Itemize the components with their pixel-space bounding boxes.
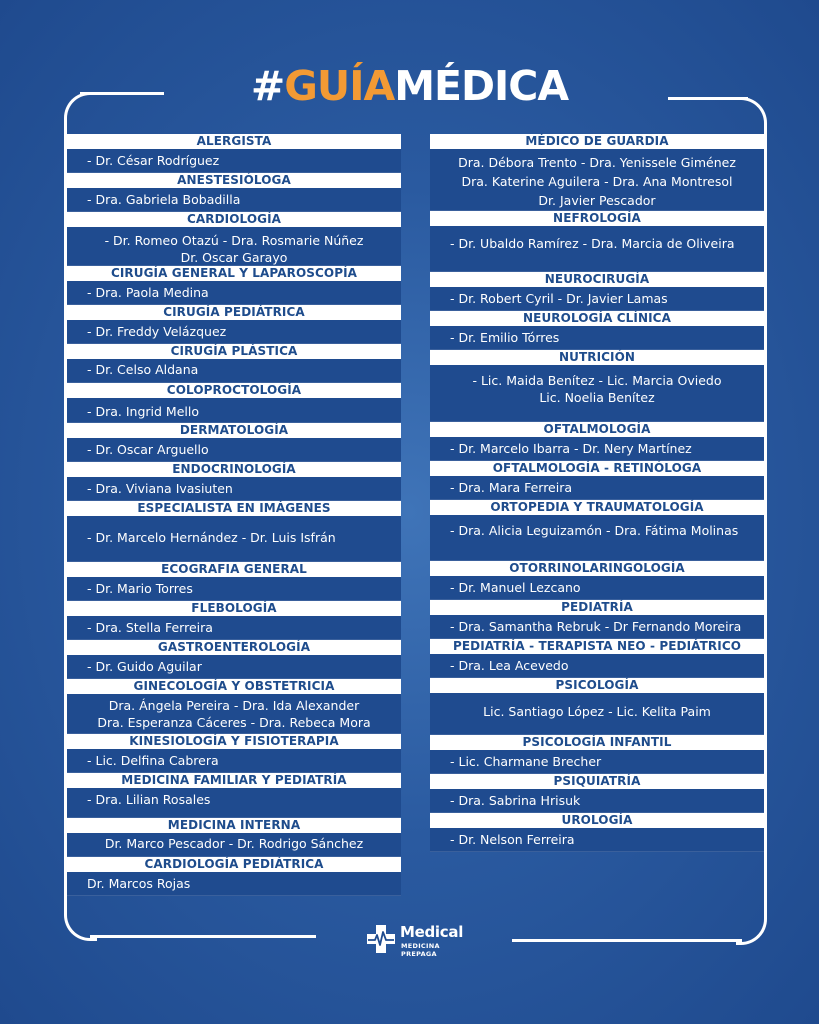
specialty-header: PSICOLOGÍA INFANTIL xyxy=(430,735,764,750)
specialty-header: OFTALMOLOGÍA xyxy=(430,422,764,437)
specialty-doctors xyxy=(430,437,764,461)
specialty-doctors xyxy=(67,438,401,462)
doctor-line: Dra. Esperanza Cáceres - Dra. Rebeca Mora xyxy=(97,715,371,730)
right-specialty-column xyxy=(430,134,764,852)
specialty-header: ORTOPEDIA Y TRAUMATOLOGÍA xyxy=(430,500,764,515)
specialty-header: OFTALMOLOGÍA - RETINÓLOGA xyxy=(430,461,764,476)
specialty-header: COLOPROCTOLOGÍA xyxy=(67,383,401,398)
specialty-section xyxy=(67,266,401,305)
title-rest: MÉDICA xyxy=(394,62,569,110)
specialty-doctors xyxy=(430,828,764,852)
specialty-section xyxy=(67,462,401,501)
specialty-doctors xyxy=(67,616,401,640)
specialty-header: CARDIOLOGÍA xyxy=(67,212,401,227)
specialty-doctors xyxy=(67,577,401,601)
frame-bottom-right-line xyxy=(512,939,742,942)
doctor-line: - Dra. Sabrina Hrisuk xyxy=(450,793,581,808)
doctor-line: Lic. Noelia Benítez xyxy=(539,390,655,405)
specialty-section xyxy=(430,600,764,639)
specialty-section xyxy=(430,774,764,813)
specialty-section xyxy=(430,211,764,272)
specialty-header: NEFROLOGÍA xyxy=(430,211,764,226)
specialty-doctors xyxy=(430,615,764,639)
specialty-header: MEDICINA FAMILIAR Y PEDIATRÍA xyxy=(67,773,401,788)
specialty-doctors xyxy=(67,477,401,501)
specialty-doctors xyxy=(67,188,401,212)
specialty-section xyxy=(430,461,764,500)
specialty-section xyxy=(67,857,401,896)
specialty-header: CIRUGÍA GENERAL Y LAPAROSCOPÍA xyxy=(67,266,401,281)
specialty-header: ALERGISTA xyxy=(67,134,401,149)
medical-logo xyxy=(366,922,466,956)
doctor-line: - Dr. Mario Torres xyxy=(87,581,193,596)
doctor-line: - Dr. Nelson Ferreira xyxy=(450,832,575,847)
doctor-line: Dr. Oscar Garayo xyxy=(180,250,288,265)
doctor-line: - Dra. Mara Ferreira xyxy=(450,480,573,495)
specialty-section xyxy=(67,734,401,773)
specialty-section xyxy=(430,735,764,774)
specialty-doctors xyxy=(67,749,401,773)
specialty-doctors xyxy=(67,227,401,266)
specialty-doctors xyxy=(430,149,764,211)
specialty-doctors xyxy=(430,365,764,422)
specialty-doctors xyxy=(430,789,764,813)
specialty-doctors xyxy=(67,872,401,896)
specialty-section xyxy=(430,500,764,561)
specialty-section xyxy=(430,561,764,600)
specialty-header: PSICOLOGÍA xyxy=(430,678,764,693)
specialty-header: NUTRICIÓN xyxy=(430,350,764,365)
specialty-section xyxy=(67,212,401,266)
specialty-header: NEUROCIRUGÍA xyxy=(430,272,764,287)
specialty-section xyxy=(430,350,764,422)
specialty-doctors xyxy=(67,398,401,423)
doctor-line: Lic. Santiago López - Lic. Kelita Paim xyxy=(483,704,711,719)
specialty-section xyxy=(67,679,401,734)
doctor-line: - Dra. Samantha Rebruk - Dr Fernando Moreira xyxy=(450,619,742,634)
specialty-doctors xyxy=(430,287,764,311)
doctor-line: - Dra. Lea Acevedo xyxy=(450,658,569,673)
doctor-line: - Dr. Manuel Lezcano xyxy=(450,580,581,595)
doctor-line: - Lic. Delfina Cabrera xyxy=(87,753,219,768)
specialty-doctors xyxy=(430,515,764,561)
doctor-line: - Dra. Ingrid Mello xyxy=(87,404,199,419)
specialty-header: NEUROLOGÍA CLÍNICA xyxy=(430,311,764,326)
specialty-section xyxy=(67,173,401,212)
doctor-line: - Dra. Stella Ferreira xyxy=(87,620,213,635)
specialty-header: DERMATOLOGÍA xyxy=(67,423,401,438)
specialty-section xyxy=(430,813,764,852)
specialty-section xyxy=(430,639,764,678)
specialty-doctors xyxy=(430,576,764,600)
specialty-doctors xyxy=(67,281,401,305)
doctor-line: - Dra. Paola Medina xyxy=(87,285,209,300)
specialty-header: ENDOCRINOLOGÍA xyxy=(67,462,401,477)
specialty-section xyxy=(430,134,764,211)
specialty-doctors xyxy=(67,320,401,344)
specialty-section xyxy=(430,422,764,461)
specialty-header: CIRUGÍA PEDIÁTRICA xyxy=(67,305,401,320)
title-accent: GUÍA xyxy=(284,62,395,110)
specialty-section xyxy=(67,344,401,383)
specialty-section xyxy=(430,272,764,311)
specialty-header: MEDICINA INTERNA xyxy=(67,818,401,833)
doctor-line: - Dr. Romeo Otazú - Dra. Rosmarie Núñez xyxy=(104,233,364,248)
doctor-line: Dr. Marcos Rojas xyxy=(87,876,191,891)
specialty-doctors xyxy=(430,226,764,272)
specialty-section xyxy=(67,640,401,679)
specialty-section xyxy=(67,562,401,601)
left-specialty-column xyxy=(67,134,401,896)
specialty-section xyxy=(67,423,401,462)
doctor-line: - Dra. Alicia Leguizamón - Dra. Fátima Molinas xyxy=(450,523,739,538)
specialty-header: GINECOLOGÍA Y OBSTETRICIA xyxy=(67,679,401,694)
doctor-line: - Lic. Maida Benítez - Lic. Marcia Oviedo xyxy=(472,373,722,388)
doctor-line: - Dr. Oscar Arguello xyxy=(87,442,209,457)
specialty-section xyxy=(67,501,401,562)
specialty-section xyxy=(67,305,401,344)
specialty-header: OTORRINOLARINGOLOGÍA xyxy=(430,561,764,576)
specialty-header: GASTROENTEROLOGÍA xyxy=(67,640,401,655)
title-hash-word: #GUÍA xyxy=(250,62,395,110)
specialty-doctors xyxy=(67,655,401,679)
doctor-line: Dra. Ángela Pereira - Dra. Ida Alexander xyxy=(108,698,360,713)
specialty-section xyxy=(67,773,401,818)
specialty-header: CARDIOLOGÍA PEDIÁTRICA xyxy=(67,857,401,872)
specialty-header: PEDIATRÍA xyxy=(430,600,764,615)
doctor-line: - Dra. Viviana Ivasiuten xyxy=(87,481,233,496)
page-title xyxy=(0,62,819,110)
doctor-line: - Dr. Freddy Velázquez xyxy=(87,324,227,339)
doctor-line: - Dr. Marcelo Ibarra - Dr. Nery Martínez xyxy=(450,441,692,456)
specialty-doctors xyxy=(67,694,401,734)
specialty-doctors xyxy=(67,359,401,383)
logo-name: Medical xyxy=(400,923,464,941)
doctor-line: - Dr. Ubaldo Ramírez - Dra. Marcia de Oliveira xyxy=(450,236,735,251)
specialty-section xyxy=(430,678,764,735)
specialty-section xyxy=(67,818,401,857)
doctor-line: - Dr. Marcelo Hernández - Dr. Luis Isfrán xyxy=(87,530,336,545)
specialty-header: CIRUGÍA PLÁSTICA xyxy=(67,344,401,359)
specialty-section xyxy=(67,601,401,640)
specialty-header: PEDIATRÍA - TERAPISTA NEO - PEDIÁTRICO xyxy=(430,639,764,654)
doctor-line: - Dra. Gabriela Bobadilla xyxy=(87,192,241,207)
specialty-header: UROLOGÍA xyxy=(430,813,764,828)
specialty-doctors xyxy=(67,516,401,562)
frame-right-line xyxy=(764,125,767,915)
specialty-doctors xyxy=(67,833,401,857)
specialty-doctors xyxy=(430,750,764,774)
specialty-doctors xyxy=(430,476,764,500)
specialty-doctors xyxy=(430,654,764,678)
doctor-line: - Dr. Emilio Tórres xyxy=(450,330,560,345)
doctor-line: - Dra. Lilian Rosales xyxy=(87,792,211,807)
specialty-section xyxy=(67,134,401,173)
specialty-header: ESPECIALISTA EN IMÁGENES xyxy=(67,501,401,516)
medical-cross-icon xyxy=(366,924,396,954)
doctor-line: - Dr. Celso Aldana xyxy=(87,362,199,377)
specialty-doctors xyxy=(430,693,764,735)
doctor-line: - Lic. Charmane Brecher xyxy=(450,754,602,769)
doctor-line: Dr. Javier Pescador xyxy=(538,193,656,208)
specialty-section xyxy=(67,383,401,423)
specialty-header: FLEBOLOGÍA xyxy=(67,601,401,616)
specialty-header: PSIQUIATRÍA xyxy=(430,774,764,789)
logo-tagline: MEDICINA PREPAGA xyxy=(401,942,440,958)
specialty-section xyxy=(430,311,764,350)
specialty-header: ECOGRAFIA GENERAL xyxy=(67,562,401,577)
doctor-line: Dra. Débora Trento - Dra. Yenissele Giménez xyxy=(458,155,736,170)
doctor-line: - Dr. Robert Cyril - Dr. Javier Lamas xyxy=(450,291,668,306)
doctor-line: - Dr. Guido Aguilar xyxy=(87,659,202,674)
doctor-line: - Dr. César Rodríguez xyxy=(87,153,220,168)
specialty-doctors xyxy=(67,149,401,173)
specialty-doctors xyxy=(67,788,401,818)
specialty-doctors xyxy=(430,326,764,350)
specialty-header: MÉDICO DE GUARDIA xyxy=(430,134,764,149)
doctor-line: Dr. Marco Pescador - Dr. Rodrigo Sánchez xyxy=(104,836,364,851)
frame-bottom-left-line xyxy=(90,935,316,938)
specialty-header: KINESIOLOGÍA Y FISIOTERAPIA xyxy=(67,734,401,749)
doctor-line: Dra. Katerine Aguilera - Dra. Ana Montresol xyxy=(461,174,733,189)
specialty-header: ANESTESIÓLOGA xyxy=(67,173,401,188)
